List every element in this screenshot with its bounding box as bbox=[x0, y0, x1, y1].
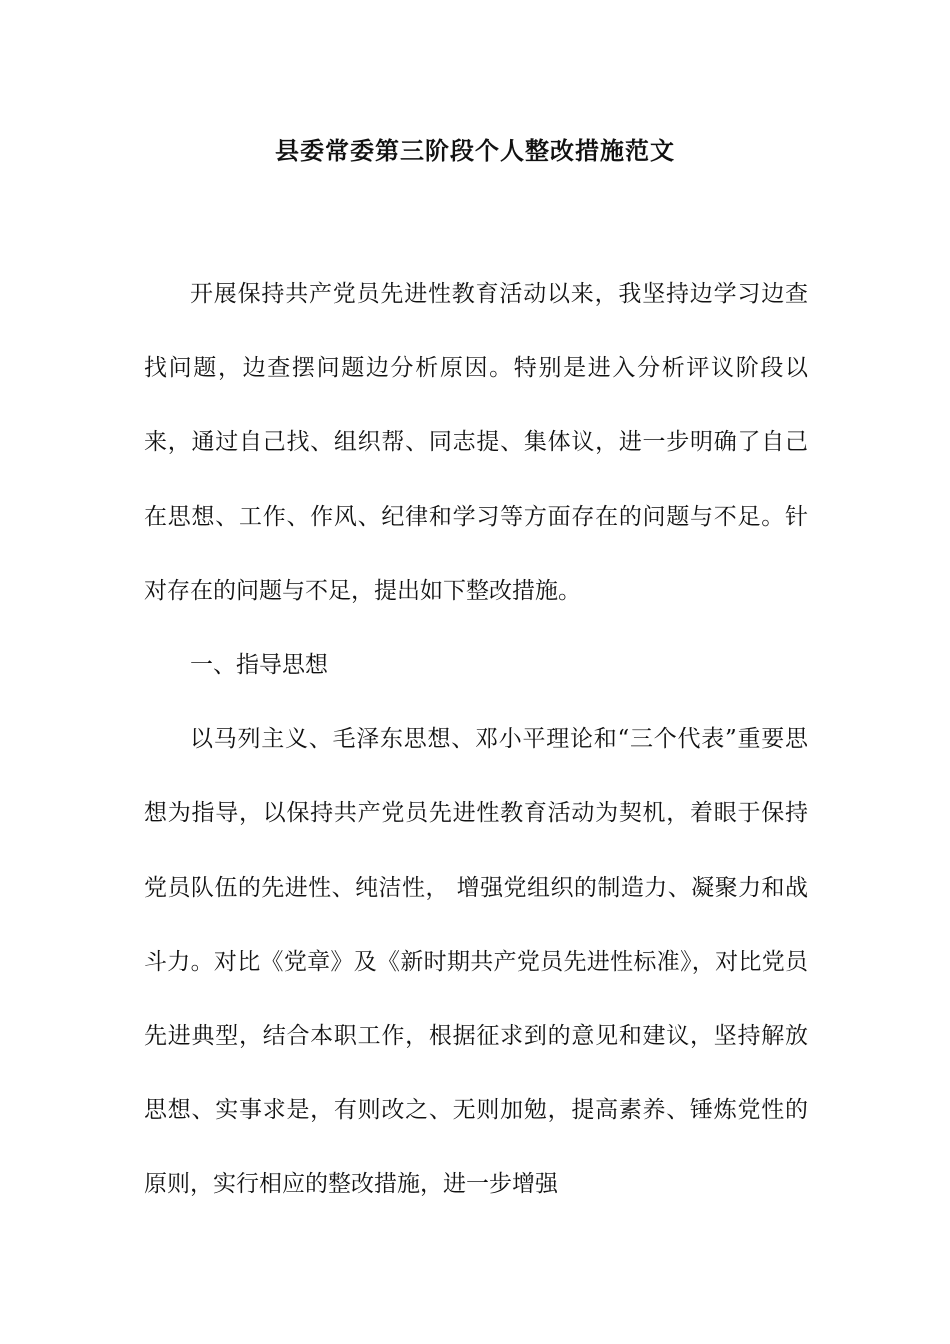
section-heading-guiding-ideology: 一、指导思想 bbox=[190, 652, 328, 679]
document-title: 县委常委第三阶段个人整改措施范文 bbox=[275, 136, 675, 165]
document-body bbox=[144, 257, 808, 1222]
intro-paragraph: 开展保持共产党员先进性教育活动以来，我坚持边学习边查找问题，边查摆问题边分析原因。特别是进入分析评议阶段以来，通过自己找、组织帮、同志提、集体议，进一步明确了自己在思想、工作、作风、纪律和学习等方面存在的问题与不足。针对存在的问题与不足，提出如下整改措施。 bbox=[144, 281, 808, 604]
guiding-ideology-paragraph: 以马列主义、毛泽东思想、邓小平理论和“三个代表”重要思想为指导，以保持共产党员先进性教育活动为契机，着眼于保持党员队伍的先进性、纯洁性， 增强党组织的制造力、凝聚力和战斗力。对比《党章》及《新时期共产党员先进性标准》，对比党员先进典型，结合本职工作，根据征求到的意见和建议，坚持解放思想、实事求是，有则改之、无则加勉，提高素养、锤炼党性的原则，实行相应的整改措施，进一步增强 bbox=[144, 726, 808, 1198]
